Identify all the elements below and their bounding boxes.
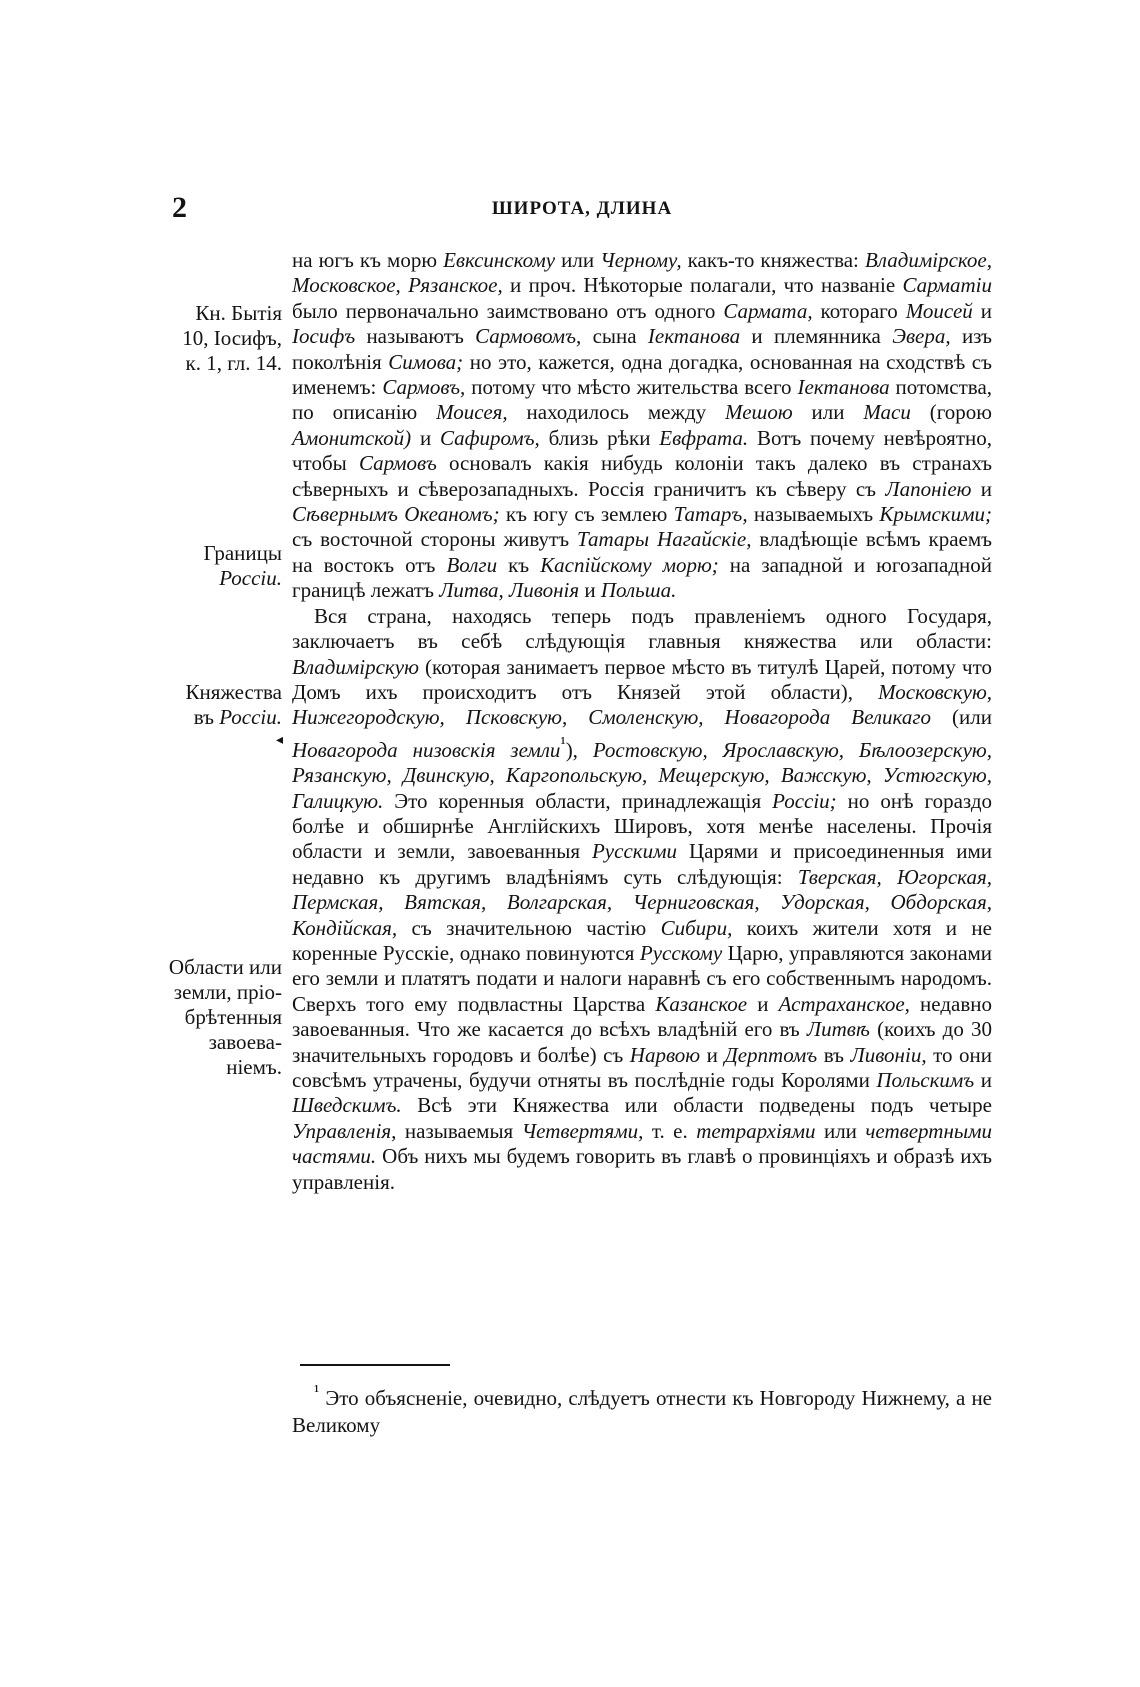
margin-note-line: к. 1, гл. 14. xyxy=(185,351,282,375)
margin-note-reference xyxy=(168,301,282,376)
footnote-text: Это объясненіе, очевидно, слѣдуетъ отнести къ Новгороду Нижнему, а не Великому xyxy=(292,1386,992,1437)
footnote-rule xyxy=(300,1364,450,1366)
margin-note-principalities xyxy=(168,680,282,730)
paragraph-1: на югъ къ морю Евксинскому или Черному, какъ-то княжества: Владимірское, Московское, Рязанское, и проч. Нѣкоторые полагали, что названіе Сарматіи было первоначально заимствовано отъ одного Сармата, котораго Моисей и Іосифъ называютъ Сармовомъ, сына Іектанова и племянника Эвера, изъ поколѣнія Симова; но это, кажется, одна догадка, основанная на сходствѣ съ именемъ: Сармовъ, потому что мѣсто жительства всего Іектанова потомства, по описанію Моисея, находилось между Мешою или Маси (горою Амонитской) и Сафиромъ, близь рѣки Евфрата. Вотъ почему невѣроятно, чтобы Сармовъ основалъ какія нибудь колоніи такъ далеко въ странахъ сѣверныхъ и сѣверозападныхъ. Россія граничитъ къ сѣверу съ Лапоніею и Сѣвернымъ Океаномъ; къ югу съ землею Татаръ, называемыхъ Крымскими; съ восточной стороны живутъ Татары Нагайскіе, владѣющіе всѣмъ краемъ на востокъ отъ Волги къ Каспійскому морю; на западной и югозападной границѣ лежатъ Литва, Ливонія и Польша. xyxy=(292,248,993,603)
margin-note-line: ніемъ. xyxy=(226,1055,282,1079)
footnote-mark: ¹ xyxy=(314,1381,320,1401)
paragraph-2: Вся страна, находясь теперь подъ правленіемъ одного Государя, заключаетъ въ себѣ слѣдующія главныя княжества или области: Владимірскую (которая занимаетъ первое мѣсто въ титулѣ Царей, потому что Домъ ихъ происходитъ отъ Князей этой области), Московскую, Нижегородскую, Псковскую, Смоленскую, Новагорода Великаго (или Новагорода низовскія земли$^{^1}$), Ростовскую, Ярославскую, Бѣлоозерскую, Рязанскую, Двинскую, Каргопольскую, Мещерскую, Важскую, Устюгскую, Галицкую. Это коренныя области, принадлежащія Россіи; но онѣ гораздо болѣе и обширнѣе Англійскихъ Шировъ, хотя менѣе населены. Прочія области и земли, завоеванныя Русскими Царями и присоединенныя ими недавно къ другимъ владѣніямъ суть слѣдующія: Тверская, Югорская, Пермская, Вятская, Волгарская, Черниговская, Удорская, Обдорская, Кондійская, съ значительною частію Сибири, коихъ жители хотя и не коренные Русскіе, однако повинуются Русскому Царю, управляются законами его земли и платятъ подати и налоги наравнѣ съ его собственнымъ народомъ. Сверхъ того ему подвластны Царства Казанское и Астраханское, недавно завоеванныя. Что же касается до всѣхъ владѣній его въ Литвѣ (коихъ до 30 значительныхъ городовъ и болѣе) съ Нарвою и Дерптомъ въ Ливоніи, то они совсѣмъ утрачены, будучи отняты въ послѣдніе годы Королями Польскимъ и Шведскимъ. Всѣ эти Княжества или области подведены подъ четыре Управленія, называемыя Четвертями, т. е. тетрархіями или четвертными частями. Объ нихъ мы будемъ говорить въ главѣ о провинціяхъ и образѣ ихъ управленія. xyxy=(292,603,993,1194)
margin-note-line: брѣтенныя xyxy=(184,1005,282,1029)
margin-note-line: 10, Іосифъ, xyxy=(182,326,282,350)
page-header xyxy=(172,190,992,230)
margin-note-borders xyxy=(168,541,282,591)
margin-note-line: завоева- xyxy=(208,1030,282,1054)
margin-note-acquired-lands xyxy=(168,955,282,1080)
margin-note-line: земли, пріо- xyxy=(173,980,282,1004)
margin-note-line: Области или xyxy=(168,955,282,979)
footnote xyxy=(292,1378,992,1439)
footnote-reference[interactable]: ¹ xyxy=(560,732,566,753)
margin-note-line: Кн. Бытія xyxy=(195,301,282,325)
page-number: 2 xyxy=(172,191,187,224)
running-title: ШИРОТА, ДЛИНА xyxy=(491,198,673,219)
margin-note-line: въ Россіи. xyxy=(193,705,282,729)
margin-note-line: Княжества xyxy=(185,680,282,704)
margin-note-line: Россіи. xyxy=(219,566,282,590)
main-text xyxy=(292,248,992,1195)
margin-bullet-mark: ◂ xyxy=(276,733,284,748)
margin-note-line: Границы xyxy=(203,541,282,565)
